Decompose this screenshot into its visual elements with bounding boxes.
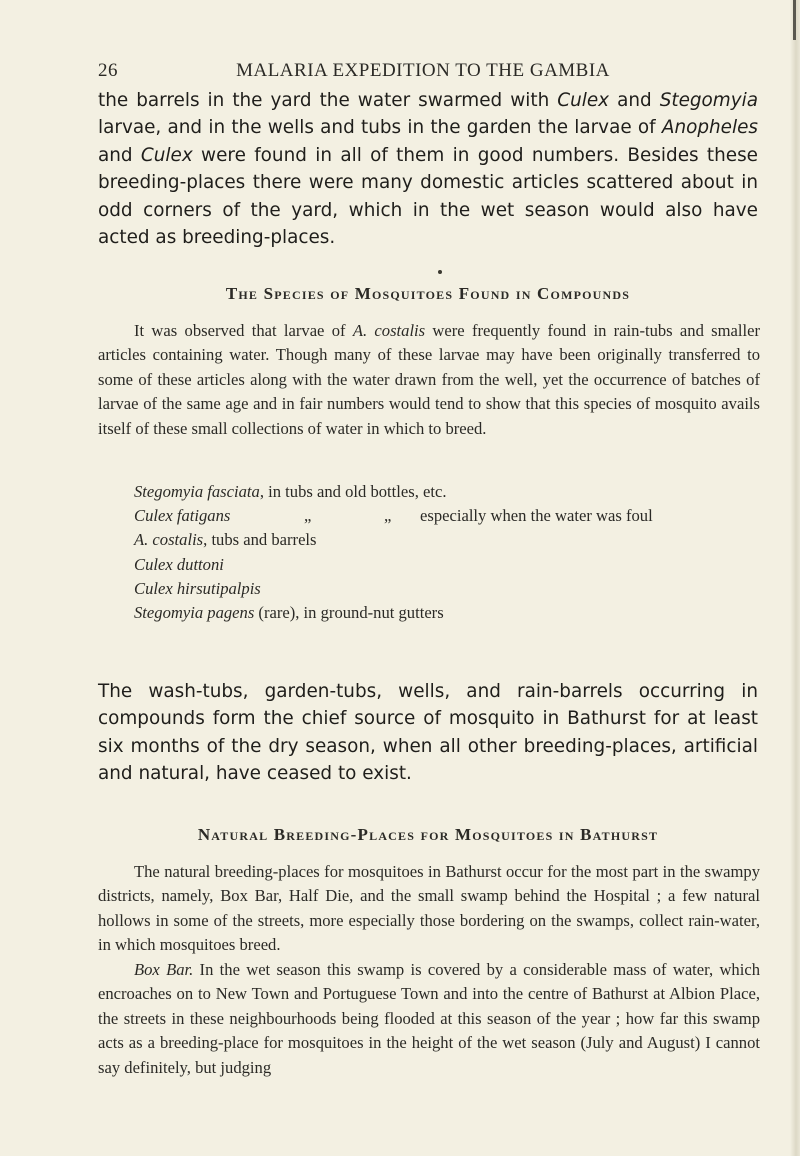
subheading-box-bar: Box Bar.	[134, 960, 194, 979]
species-name: A. costalis	[352, 321, 426, 340]
page-edge-mark	[793, 0, 796, 40]
species-name: Culex	[557, 90, 610, 111]
paragraph-summary: The wash-tubs, garden-tubs, wells, and rain-barrels occurring in compounds form the chief source of mosquito in Bathurst for at least six months of the dry season, when all other breeding-places, artificial and natural, have ceased to exist.	[98, 681, 758, 785]
list-item: Culex hirsutipalpis	[134, 578, 261, 598]
section-heading-species: The Species of Mosquitoes Found in Compounds	[225, 284, 631, 303]
species-name: Stegomyia	[659, 90, 758, 111]
page-edge-shadow	[790, 0, 800, 1156]
ditto-mark: „	[384, 506, 392, 526]
section-heading-natural: Natural Breeding-Places for Mosquitoes in Bathurst	[197, 825, 659, 844]
paragraph-costalis-observation: It was observed that larvae of A. costalis were frequently found in rain-tubs and smaller articles containing water. Though many of these larvae may have been originally transferred to some of these articles along with the water drawn from the well, yet the occurrence of batches of larvae of the same age and in fair numbers would tend to show that this species of mosquito avails itself of these small collections of water in which to breed.	[98, 321, 761, 438]
running-title: MALARIA EXPEDITION TO THE GAMBIA	[236, 60, 610, 81]
page-number: 26	[98, 60, 118, 81]
list-item: Stegomyia fasciata, in tubs and old bottles, etc.	[134, 482, 447, 501]
species-list	[134, 480, 764, 625]
paragraph-box-bar: Box Bar. In the wet season this swamp is covered by a considerable mass of water, which encroaches on to New Town and Portuguese Town and into the centre of Bathurst at Albion Place, the streets in these neighbourhoods being flooded at this season of the year ; how far this swamp acts as a breeding-place for mosquitoes in the height of the wet season (July and August) I cannot say definitely, but judging	[98, 960, 760, 1077]
paragraph-breeding-barrels: the barrels in the yard the water swarmed with Culex and Stegomyia larvae, and in the wells and tubs in the garden the larvae of Anopheles and Culex were found in all of them in good numbers. Besides these breeding-places there were many domestic articles scattered about in odd corners of the yard, which in the wet season would also have acted as breeding-places.	[98, 90, 758, 249]
ditto-mark: „	[304, 506, 312, 526]
list-item: Culex duttoni	[134, 554, 224, 574]
species-name: Culex	[140, 144, 193, 166]
list-item: A. costalis, tubs and barrels	[134, 530, 317, 550]
stray-ink-dot	[438, 270, 442, 274]
species-name: Anopheles	[661, 117, 758, 139]
list-item: Culex fatigans „ „ especially when the water was foul	[134, 504, 764, 528]
running-head	[98, 60, 748, 82]
list-item: Stegomyia pagens (rare), in ground-nut gutters	[134, 602, 444, 622]
paragraph-natural-places: The natural breeding-places for mosquitoes in Bathurst occur for the most part in the swampy districts, namely, Box Bar, Half Die, and the small swamp behind the Hospital ; a few natural hollows in some of the streets, more especially those bordering on the swamps, collect rain-water, in which mosquitoes breed.	[98, 862, 760, 955]
